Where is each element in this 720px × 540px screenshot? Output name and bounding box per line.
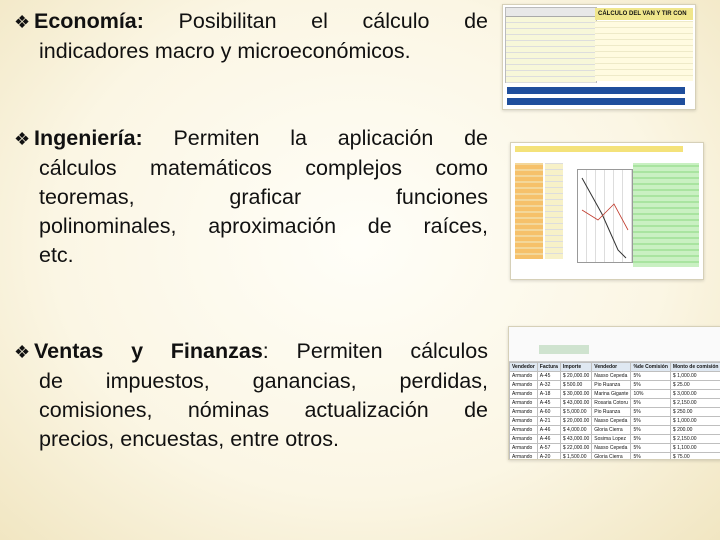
bullet-text: comisiones, nóminas actualización de — [39, 398, 488, 422]
table-cell: Pio Ruanza — [592, 381, 631, 390]
results-grid — [595, 21, 693, 81]
table-cell: Pio Ruanza — [592, 408, 631, 417]
table-cell: Armando — [510, 408, 538, 417]
table-cell: Armando — [510, 435, 538, 444]
table-cell: $ 2,150.00 — [670, 399, 720, 408]
table-cell: $ 30,000.00 — [560, 390, 591, 399]
function-chart — [577, 169, 633, 263]
table-cell: Rosaria Cotoru — [592, 399, 631, 408]
table-cell: A-57 — [537, 444, 560, 453]
table-cell: Armando — [510, 444, 538, 453]
sheet-title-cell — [539, 345, 589, 354]
table-cell: $ 2,150.00 — [670, 435, 720, 444]
bullet-text: polinominales, aproximación de raíces, — [39, 214, 488, 238]
table-cell: A-18 — [537, 390, 560, 399]
table-cell: 5% — [631, 435, 670, 444]
table-cell: 5% — [631, 453, 670, 461]
table-cell: Armando — [510, 399, 538, 408]
table-cell: $ 1,100.00 — [670, 444, 720, 453]
table-cell: Armando — [510, 372, 538, 381]
column-header: Factura — [537, 363, 560, 372]
table-cell: $ 5,000.00 — [560, 408, 591, 417]
ventas-spreadsheet-image — [508, 326, 720, 460]
table-cell: 5% — [631, 372, 670, 381]
ingenieria-spreadsheet-image — [510, 142, 704, 280]
bullet-text: Permiten la aplicación de — [173, 126, 488, 150]
table-cell: Marina Gigante — [592, 390, 631, 399]
table-cell: $ 25.00 — [670, 381, 720, 390]
table-cell: 10% — [631, 390, 670, 399]
bullet-text: precios, encuestas, entre otros. — [39, 427, 339, 451]
diamond-bullet-icon: ❖ — [14, 12, 31, 32]
table-cell: $ 1,000.00 — [670, 372, 720, 381]
table-cell: Nasso Cepeda — [592, 417, 631, 426]
table-cell: $ 4,000.00 — [560, 426, 591, 435]
table-row — [510, 426, 720, 435]
table-cell: A-21 — [537, 417, 560, 426]
table-cell: 5% — [631, 399, 670, 408]
table-cell: 5% — [631, 417, 670, 426]
bullet-text: indicadores macro y microeconómicos. — [39, 39, 411, 63]
bullet-economia — [14, 7, 488, 66]
table-cell: $ 43,000.00 — [560, 435, 591, 444]
diamond-bullet-icon: ❖ — [14, 342, 31, 362]
bullet-keyword: Ventas y Finanzas — [34, 339, 263, 363]
table-cell: $ 22,000.00 — [560, 444, 591, 453]
table-cell: Nasso Cepeda — [592, 444, 631, 453]
table-row — [510, 417, 720, 426]
table-cell: $ 200.00 — [670, 426, 720, 435]
table-cell: Gloria Cierra — [592, 453, 631, 461]
column-header: Importe — [560, 363, 591, 372]
bullet-text: de impuestos, ganancias, perdidas, — [39, 369, 488, 393]
table-cell: Sosima Lopez — [592, 435, 631, 444]
table-cell: $ 250.00 — [670, 408, 720, 417]
table-cell: A-45 — [537, 399, 560, 408]
table-row — [510, 408, 720, 417]
column-header: %de Comisión — [631, 363, 670, 372]
bullet-ventas — [14, 337, 488, 454]
table-cell: Gloria Cierra — [592, 426, 631, 435]
table-cell: A-32 — [537, 381, 560, 390]
data-column — [515, 163, 543, 259]
bullet-text: etc. — [39, 243, 74, 267]
table-row — [510, 435, 720, 444]
results-column — [633, 163, 699, 267]
table-row — [510, 444, 720, 453]
spreadsheet-toolbar — [509, 327, 720, 362]
table-cell: 5% — [631, 408, 670, 417]
table-row — [510, 390, 720, 399]
economia-spreadsheet-image — [502, 4, 696, 110]
table-cell: A-20 — [537, 453, 560, 461]
formula-bar — [507, 87, 685, 94]
table-cell: Armando — [510, 426, 538, 435]
table-cell: $ 3,000.00 — [670, 390, 720, 399]
table-cell: $ 1,000.00 — [670, 417, 720, 426]
table-row — [510, 453, 720, 461]
table-cell: A-60 — [537, 408, 560, 417]
table-cell: $ 20,000.00 — [560, 417, 591, 426]
table-cell: Nasso Cepeda — [592, 372, 631, 381]
table-cell: A-46 — [537, 426, 560, 435]
table-cell: Armando — [510, 417, 538, 426]
bullet-keyword: Economía: — [34, 9, 144, 33]
diamond-bullet-icon: ❖ — [14, 129, 31, 149]
cashflow-table — [505, 7, 597, 83]
table-cell: $ 1,500.00 — [560, 453, 591, 461]
column-header: Vendedor — [510, 363, 538, 372]
column-header: Monto de comisión — [670, 363, 720, 372]
table-cell: A-46 — [537, 435, 560, 444]
spreadsheet-header — [515, 146, 683, 152]
commission-table — [509, 362, 720, 460]
bullet-text: Posibilitan el cálculo de — [178, 9, 488, 33]
table-row — [510, 399, 720, 408]
formula-bar — [507, 98, 685, 105]
bullet-ingenieria — [14, 124, 488, 270]
data-column — [545, 163, 563, 259]
bullet-text: teoremas, graficar funciones — [39, 185, 488, 209]
table-cell: $ 500.00 — [560, 381, 591, 390]
table-cell: 5% — [631, 426, 670, 435]
table-cell: $ 20,000.00 — [560, 372, 591, 381]
table-row — [510, 381, 720, 390]
bullet-text: : Permiten cálculos — [262, 339, 488, 363]
spreadsheet-title: CÁLCULO DEL VAN Y TIR CON — [595, 8, 693, 20]
table-cell: A-45 — [537, 372, 560, 381]
table-cell: Armando — [510, 453, 538, 461]
table-cell: 5% — [631, 444, 670, 453]
bullet-text: cálculos matemáticos complejos como — [39, 156, 488, 180]
table-cell: $ 75.00 — [670, 453, 720, 461]
table-row — [510, 372, 720, 381]
table-cell: 5% — [631, 381, 670, 390]
table-cell: $ 43,000.00 — [560, 399, 591, 408]
table-cell: Armando — [510, 390, 538, 399]
bullet-keyword: Ingeniería: — [34, 126, 143, 150]
table-cell: Armando — [510, 381, 538, 390]
column-header: Vendedor — [592, 363, 631, 372]
